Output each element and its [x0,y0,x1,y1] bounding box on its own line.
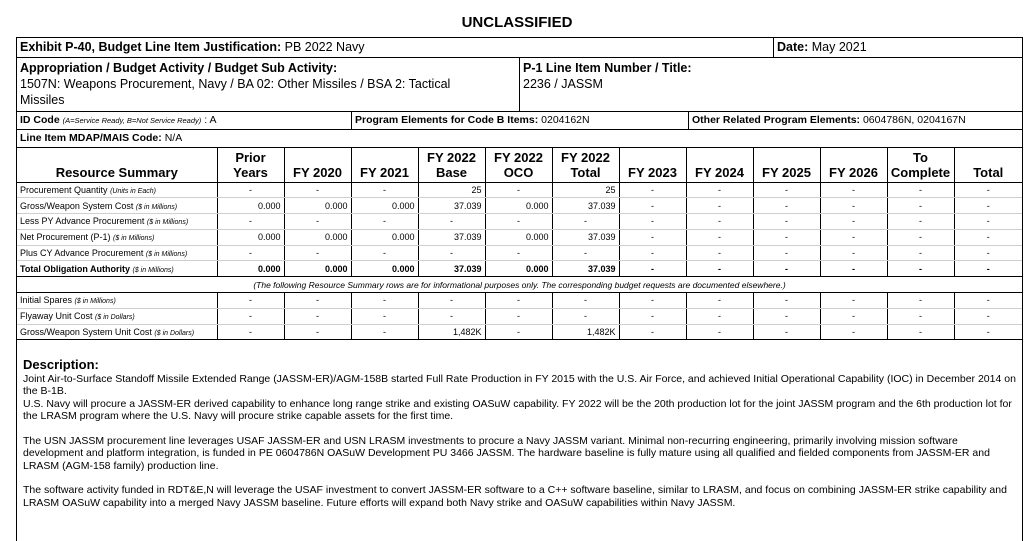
row-value: - [284,214,351,230]
row-value: 37.039 [418,198,485,214]
row-value: - [552,214,619,230]
row-value: 0.000 [284,229,351,245]
row-value: - [753,245,820,261]
row-value: - [820,261,887,277]
row-value: - [485,182,552,198]
row-value: 37.039 [418,229,485,245]
description-section [23,359,1018,521]
row-value: - [686,308,753,324]
row-label [17,182,217,198]
date-label: Date: [777,40,809,54]
other-pe-cell [688,112,1022,129]
row-value: - [954,261,1022,277]
row-value: - [619,308,686,324]
column-header: FY 2024 [686,148,753,182]
row-value: - [820,229,887,245]
column-header: FY 2022 Base [418,148,485,182]
row-value: - [753,324,820,340]
row-value: - [954,182,1022,198]
informational-note-row [17,277,1022,293]
date-value: May 2021 [811,40,867,54]
mdap-value: N/A [164,132,183,144]
row-value: - [418,293,485,309]
resource-row [17,261,1022,277]
row-label-text: Flyaway Unit Cost [20,311,93,322]
row-value: - [820,245,887,261]
row-value: - [552,308,619,324]
row-label [17,229,217,245]
column-header: Prior Years [217,148,284,182]
row-value: - [887,324,954,340]
column-header: FY 2022 Total [552,148,619,182]
row-value: - [284,308,351,324]
row-value: - [686,261,753,277]
row-value: - [887,245,954,261]
row-value: - [619,245,686,261]
row-unit: ($ in Millions) [145,251,188,259]
row-label [17,245,217,261]
row-value: - [284,245,351,261]
row-label-text: Plus CY Advance Procurement [20,248,144,259]
row-value: 25 [418,182,485,198]
row-value: - [284,324,351,340]
row-value: - [217,182,284,198]
column-header-resource-summary: Resource Summary [17,148,217,182]
row-value: 0.000 [485,198,552,214]
p1-cell [519,58,1022,111]
row-value: - [753,182,820,198]
resource-row [17,245,1022,261]
resource-row [17,198,1022,214]
row-value: - [887,261,954,277]
row-value: - [686,214,753,230]
row-value: 0.000 [217,198,284,214]
row-value: - [753,308,820,324]
other-pe-value: 0604786N, 0204167N [862,114,966,126]
resource-summary-header-row [17,148,1022,182]
row-value: - [619,324,686,340]
resource-summary-body [17,182,1022,340]
p1-label: P-1 Line Item Number / Title: [523,61,692,75]
row-value: 0.000 [485,229,552,245]
row-value: 0.000 [351,229,418,245]
row-label-text: Procurement Quantity [20,184,108,195]
row-value: - [351,245,418,261]
appropriation-row [17,58,1022,112]
row-label-text: Less PY Advance Procurement [20,216,145,227]
appropriation-cell [17,58,519,111]
row-value: - [887,182,954,198]
row-value: - [351,324,418,340]
row-value: 0.000 [284,261,351,277]
row-value: - [954,229,1022,245]
column-header: FY 2020 [284,148,351,182]
row-value: - [217,293,284,309]
row-unit: ($ in Dollars) [154,330,195,338]
row-value: - [753,198,820,214]
column-header: To Complete [887,148,954,182]
id-code-note: (A=Service Ready, B=Not Service Ready) [62,116,202,125]
row-value: - [887,293,954,309]
row-value: - [619,198,686,214]
row-value: - [351,308,418,324]
row-value: 0.000 [217,229,284,245]
row-label-text: Gross/Weapon System Unit Cost [20,327,152,338]
row-value: 25 [552,182,619,198]
row-value: 37.039 [552,198,619,214]
id-code-row [17,112,1022,130]
row-value: - [954,308,1022,324]
row-value: - [820,198,887,214]
row-value: - [351,293,418,309]
row-value: - [753,261,820,277]
row-value: - [619,261,686,277]
mdap-label: Line Item MDAP/MAIS Code: [20,132,162,144]
row-value: - [686,198,753,214]
resource-row [17,182,1022,198]
row-value: - [552,245,619,261]
exhibit-cell [17,38,773,57]
appropriation-label: Appropriation / Budget Activity / Budget Sub Activity: [20,61,338,75]
description-paragraph: The software activity funded in RDT&E,N will leverage the USAF investment to convert JASSM-ER software to a C++ software baseline, similar to LRASM, and focus on combining JASSM-ER strike capability and LRASM OASuW capability into a merged Navy JASSM baseline. Future efforts will expand both Navy strike and OASuW capabilities within Navy JASSM. [23,484,1007,509]
row-unit: (Units in Each) [110,187,156,195]
row-value: - [820,214,887,230]
row-value: - [887,198,954,214]
row-value: - [619,182,686,198]
resource-row [17,324,1022,340]
row-value: - [753,293,820,309]
row-value: 0.000 [485,261,552,277]
row-value: - [619,214,686,230]
row-label-text: Net Procurement (P-1) [20,232,111,243]
row-value: 37.039 [552,261,619,277]
row-value: 0.000 [284,198,351,214]
resource-summary-table [17,148,1022,340]
pe-code-b-value: 0204162N [541,114,590,126]
description-paragraph: U.S. Navy will procure a JASSM-ER derived capability to enhance long range strike and existing OASuW capability. FY 2022 will be the 20th production lot for the joint JASSM program and the 6th production lot for the LRASM program where the U.S. Navy will procure strike capable assets for the first time. [23,397,1012,422]
column-header: FY 2023 [619,148,686,182]
column-header: FY 2025 [753,148,820,182]
p1-value: 2236 / JASSM [523,77,603,91]
row-unit: ($ in Millions) [132,266,174,274]
row-value: - [552,293,619,309]
row-value: - [954,245,1022,261]
row-value: 37.039 [552,229,619,245]
row-value: - [217,214,284,230]
row-label [17,308,217,324]
row-value: - [217,245,284,261]
row-value: - [217,308,284,324]
row-value: - [351,182,418,198]
row-value: - [887,229,954,245]
row-value: - [485,245,552,261]
row-label-text: Total Obligation Authority [20,263,130,274]
row-value: 0.000 [351,261,418,277]
exhibit-value: PB 2022 Navy [284,40,365,54]
row-value: - [418,245,485,261]
row-value: - [686,245,753,261]
id-code-value: : A [204,114,217,126]
resource-row [17,229,1022,245]
description-paragraph: Joint Air-to-Surface Standoff Missile Extended Range (JASSM-ER)/AGM-158B started Full Rate Production in FY 2015 with the U.S. Air Force, and achieved Initial Operational Capability (IOC) in December 2014 on the B-1B. [23,372,1016,397]
row-label [17,261,217,277]
id-code-label: ID Code [20,114,60,126]
informational-note: (The following Resource Summary rows are for informational purposes only. The corresponding budget requests are documented elsewhere.) [17,277,1022,293]
row-unit: ($ in Dollars) [95,314,135,322]
row-value: - [686,229,753,245]
row-value: - [954,324,1022,340]
row-value: - [485,293,552,309]
row-value: - [619,293,686,309]
row-value: - [820,308,887,324]
row-unit: ($ in Millions) [74,298,116,306]
row-value: - [619,229,686,245]
other-pe-label: Other Related Program Elements: [692,114,861,126]
column-header: FY 2021 [351,148,418,182]
resource-row [17,293,1022,309]
row-unit: ($ in Millions) [113,235,155,243]
row-value: 1,482K [418,324,485,340]
row-value: - [217,324,284,340]
id-code-cell [17,112,351,129]
row-value: - [820,293,887,309]
row-value: - [820,182,887,198]
exhibit-row [17,38,1022,58]
pe-code-b-label: Program Elements for Code B Items: [355,114,539,126]
appropriation-value: 1507N: Weapons Procurement, Navy / BA 02: Other Missiles / BSA 2: Tactical Missiles [20,77,451,107]
column-header: FY 2022 OCO [485,148,552,182]
row-value: - [753,229,820,245]
row-label [17,293,217,309]
row-value: - [820,324,887,340]
mdap-cell [17,130,1022,147]
row-value: - [418,214,485,230]
pe-code-b-cell [351,112,688,129]
row-label [17,214,217,230]
row-value: - [485,324,552,340]
row-label [17,198,217,214]
row-value: - [418,308,485,324]
row-unit: ($ in Millions) [135,203,178,211]
description-heading: Description: [23,357,99,372]
row-value: - [686,182,753,198]
row-value: - [753,214,820,230]
column-header: Total [954,148,1022,182]
row-value: - [284,293,351,309]
row-label-text: Initial Spares [20,295,73,306]
exhibit-label: Exhibit P-40, Budget Line Item Justification: [20,40,282,54]
row-label-text: Gross/Weapon System Cost [20,200,134,211]
row-value: 0.000 [217,261,284,277]
row-value: - [954,198,1022,214]
description-paragraph: The USN JASSM procurement line leverages USAF JASSM-ER and USN LRASM investments to procure a Navy JASSM variant. Minimal non-recurring engineering, primarily involving mission software development and platform integration, is funded in PE 0604786N OASuW Development PU 3466 JASSM. The hardware baseline is fully mature using all qualified and fielded components from JASSM-ER and LRASM (AGM-158 family) production line. [23,434,990,472]
row-value: - [686,324,753,340]
column-header: FY 2026 [820,148,887,182]
row-value: - [954,293,1022,309]
resource-row [17,308,1022,324]
row-label [17,324,217,340]
row-value: - [686,293,753,309]
row-value: - [284,182,351,198]
date-cell [773,38,1022,57]
resource-row [17,214,1022,230]
classification-banner: UNCLASSIFIED [461,14,573,31]
row-value: 0.000 [351,198,418,214]
row-value: - [485,308,552,324]
row-value: - [887,308,954,324]
p40-exhibit-frame [16,37,1023,541]
mdap-row [17,130,1022,148]
row-value: 37.039 [418,261,485,277]
row-unit: ($ in Millions) [146,219,189,227]
row-value: - [887,214,954,230]
row-value: - [485,214,552,230]
row-value: - [351,214,418,230]
row-value: - [954,214,1022,230]
row-value: 1,482K [552,324,619,340]
